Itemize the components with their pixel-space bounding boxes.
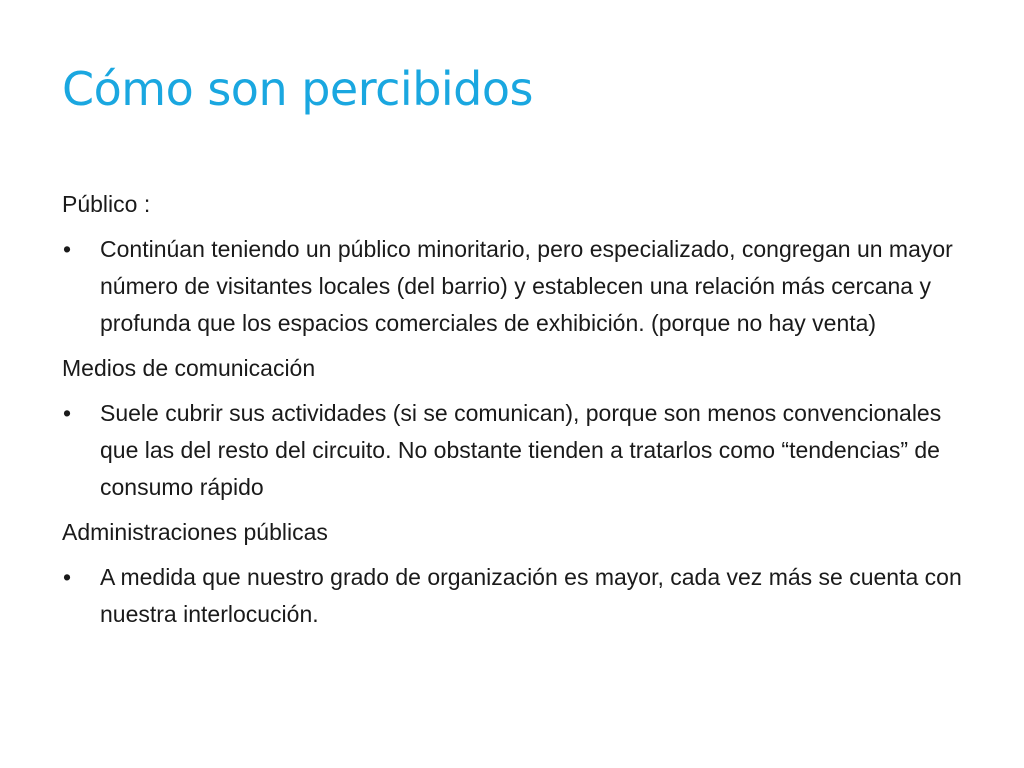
bullet-item-administraciones (62, 559, 977, 633)
section-heading-publico: Público : (62, 191, 151, 217)
bullet-icon: • (63, 564, 72, 590)
bullet-item-medios (62, 395, 977, 506)
section-heading-administraciones: Administraciones públicas (62, 519, 328, 545)
section-heading-medios: Medios de comunicación (62, 355, 316, 381)
slide-title: Cómo son percibidos (62, 62, 533, 116)
bullet-icon: • (63, 400, 72, 426)
bullet-text: A medida que nuestro grado de organización es mayor, cada vez más se cuenta con nuestra interlocución. (100, 564, 962, 627)
bullet-text: Suele cubrir sus actividades (si se comunican), porque son menos convencionales que las del resto del circuito. No obstante tienden a tratarlos como “tendencias” de consumo rápido (100, 400, 942, 500)
bullet-item-publico (62, 231, 977, 342)
slide-body (62, 186, 977, 641)
bullet-text: Continúan teniendo un público minoritario, pero especializado, congregan un mayor número de visitantes locales (del barrio) y establecen una relación más cercana y profunda que los espacios comerciales de exhibición. (porque no hay venta) (100, 236, 953, 336)
bullet-icon: • (63, 236, 72, 262)
